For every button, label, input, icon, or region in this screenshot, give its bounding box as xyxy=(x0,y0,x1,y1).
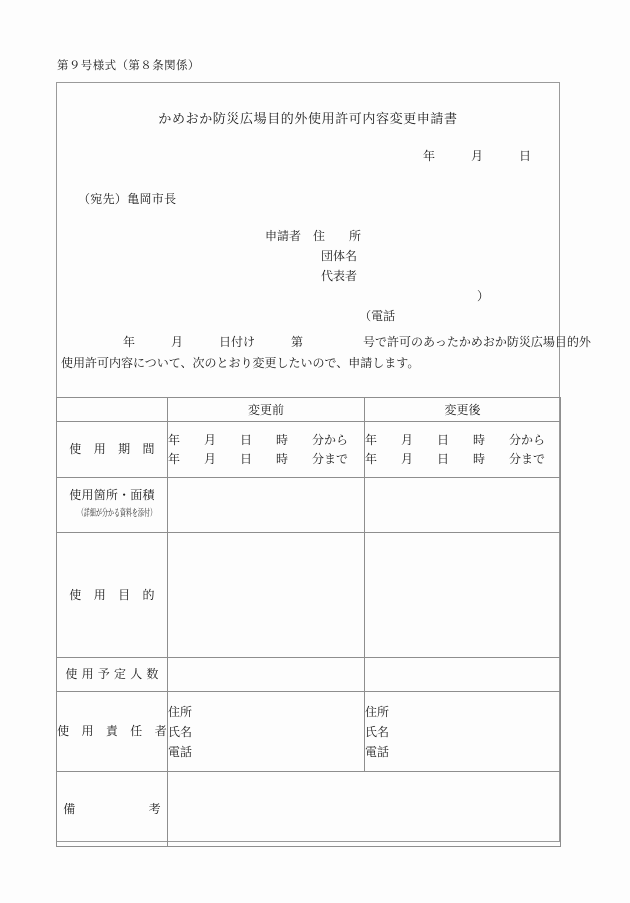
table-row-usage-period xyxy=(57,422,561,478)
usage-period-before-cell[interactable] xyxy=(168,422,365,478)
applicant-telephone-close: ） xyxy=(477,289,490,303)
row-label-usage-area-text: 使用箇所・面積 xyxy=(69,488,155,502)
addressee-line: （宛先）亀岡市長 xyxy=(78,192,177,206)
table-header-row xyxy=(57,398,561,422)
responsible-person-before-name: 氏名 xyxy=(168,724,193,739)
responsible-person-after-name: 氏名 xyxy=(365,724,390,739)
form-header-area xyxy=(57,83,591,397)
table-row-remarks xyxy=(57,772,561,847)
row-label-remarks xyxy=(57,772,168,847)
row-label-usage-purpose-text: 使 用 目 的 xyxy=(69,587,155,602)
usage-purpose-after-cell[interactable] xyxy=(365,533,561,658)
expected-attendance-after-cell[interactable] xyxy=(365,658,561,692)
responsible-person-after-address: 住所 xyxy=(365,704,390,719)
usage-purpose-before-cell[interactable] xyxy=(168,533,365,658)
change-details-table xyxy=(56,397,561,847)
body-paragraph-line-1: 年 月 日付け 第 号で許可のあったかめおか防災広場目的外 xyxy=(123,335,591,349)
form-number: 第９号様式（第８条関係） xyxy=(57,58,200,72)
row-label-usage-area-note: （詳細が分かる資料を添付） xyxy=(77,508,157,519)
responsible-person-before-tel: 電話 xyxy=(168,744,193,759)
usage-period-after-cell[interactable] xyxy=(365,422,561,478)
row-label-usage-period xyxy=(57,422,168,478)
responsible-person-before-address: 住所 xyxy=(168,704,193,719)
usage-area-before-cell[interactable] xyxy=(168,478,365,533)
row-label-responsible-person xyxy=(57,692,168,772)
applicant-representative-label: 代表者 xyxy=(321,269,358,283)
usage-area-after-cell[interactable] xyxy=(365,478,561,533)
column-header-after: 変更後 xyxy=(365,398,561,422)
table-row-usage-purpose xyxy=(57,533,561,658)
body-paragraph xyxy=(61,332,591,374)
row-label-usage-area xyxy=(57,478,168,533)
page-title: かめおか防災広場目的外使用許可内容変更申請書 xyxy=(158,112,458,127)
column-header-before: 変更前 xyxy=(168,398,365,422)
responsible-person-after-tel: 電話 xyxy=(365,744,390,759)
form-frame xyxy=(56,82,591,842)
table-row-expected-attendance xyxy=(57,658,561,692)
usage-period-before-line-1: 年 月 日 時 分から xyxy=(168,432,349,447)
applicant-address-label: 申請者 住 所 xyxy=(265,229,362,243)
row-label-expected-attendance-text: 使 用 予 定 人 数 xyxy=(65,667,159,681)
table-row-responsible-person xyxy=(57,692,561,772)
table-row-usage-area xyxy=(57,478,561,533)
row-label-remarks-text: 備 考 xyxy=(63,801,161,816)
row-label-usage-purpose xyxy=(57,533,168,658)
table-corner-cell xyxy=(57,398,168,422)
usage-period-after-line-1: 年 月 日 時 分から xyxy=(365,432,546,447)
row-label-expected-attendance xyxy=(57,658,168,692)
responsible-person-after-cell[interactable] xyxy=(365,692,561,772)
row-label-usage-period-text: 使 用 期 間 xyxy=(69,442,155,456)
submission-date-line: 年 月 日 xyxy=(422,149,531,163)
expected-attendance-before-cell[interactable] xyxy=(168,658,365,692)
applicant-organization-label: 団体名 xyxy=(321,249,358,263)
usage-period-before-line-2: 年 月 日 時 分まで xyxy=(168,451,349,466)
body-paragraph-line-2: 使用許可内容について、次のとおり変更したいので、申請します。 xyxy=(61,356,420,370)
responsible-person-before-cell[interactable] xyxy=(168,692,365,772)
remarks-cell[interactable] xyxy=(168,772,561,847)
applicant-telephone-open: （電話 xyxy=(359,309,396,323)
usage-period-after-line-2: 年 月 日 時 分まで xyxy=(365,451,546,466)
row-label-responsible-person-text: 使 用 責 任 者 xyxy=(57,724,167,738)
